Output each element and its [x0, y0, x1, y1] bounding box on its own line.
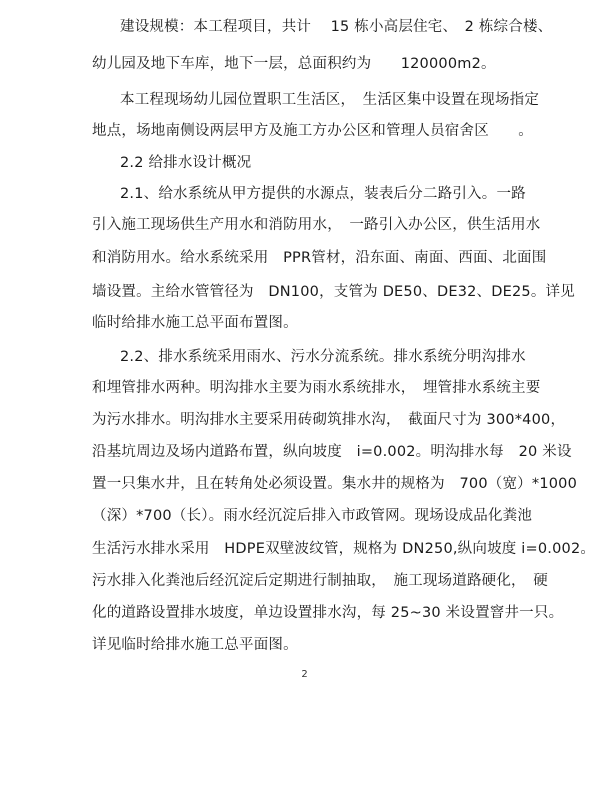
text-line: 墙设置。主给水管管径为 DN100，支管为 DE50、DE32、DE25。详见 — [92, 284, 575, 300]
text-line: 沿基坑周边及场内道路布置，纵向坡度 i=0.002。明沟排水每 20 米设 — [92, 444, 572, 460]
text-line: 和埋管排水两种。明沟排水主要为雨水系统排水， 埋管排水系统主要 — [92, 380, 541, 396]
text-line: 化的道路设置排水坡度，单边设置排水沟，每 25~30 米设置窨井一只。 — [92, 605, 564, 621]
text-line: 详见临时给排水施工总平面图。 — [92, 637, 298, 653]
page-number: 2 — [301, 669, 308, 680]
text-line: 引入施工现场供生产用水和消防用水， 一路引入办公区，供生活用水 — [92, 217, 541, 233]
section-heading: 2.2 给排水设计概况 — [120, 155, 252, 171]
text-line: 为污水排水。明沟排水主要采用砖砌筑排水沟， 截面尺寸为 300*400， — [92, 412, 566, 428]
text-line: 地点，场地南侧设两层甲方及施工方办公区和管理人员宿舍区 。 — [92, 123, 533, 139]
text-line: 2.1、给水系统从甲方提供的水源点，装表后分二路引入。一路 — [120, 186, 526, 202]
text-line: 污水排入化粪池后经沉淀后定期进行制抽取， 施工现场道路硬化， 硬 — [92, 573, 548, 589]
text-line: 幼儿园及地下车库，地下一层，总面积约为 120000m2。 — [92, 56, 496, 72]
text-line: （深）*700（长）。雨水经沉淀后排入市政管网。现场设成品化粪池 — [92, 508, 533, 524]
text-line: 生活污水排水采用 HDPE双壁波纹管，规格为 DN250,纵向坡度 i=0.002。 — [92, 541, 596, 557]
text-line: 临时给排水施工总平面布置图。 — [92, 315, 298, 331]
text-line: 建设规模：本工程项目，共计 15 栋小高层住宅、 2 栋综合楼、 — [120, 19, 553, 35]
text-line: 2.2、排水系统采用雨水、污水分流系统。排水系统分明沟排水 — [120, 349, 526, 365]
text-line: 和消防用水。给水系统采用 PPR管材，沿东面、南面、西面、北面围 — [92, 250, 547, 266]
text-line: 本工程现场幼儿园位置职工生活区， 生活区集中设置在现场指定 — [120, 92, 540, 108]
text-line: 置一只集水井，且在转角处必须设置。集水井的规格为 700（宽）*1000 — [92, 476, 578, 492]
